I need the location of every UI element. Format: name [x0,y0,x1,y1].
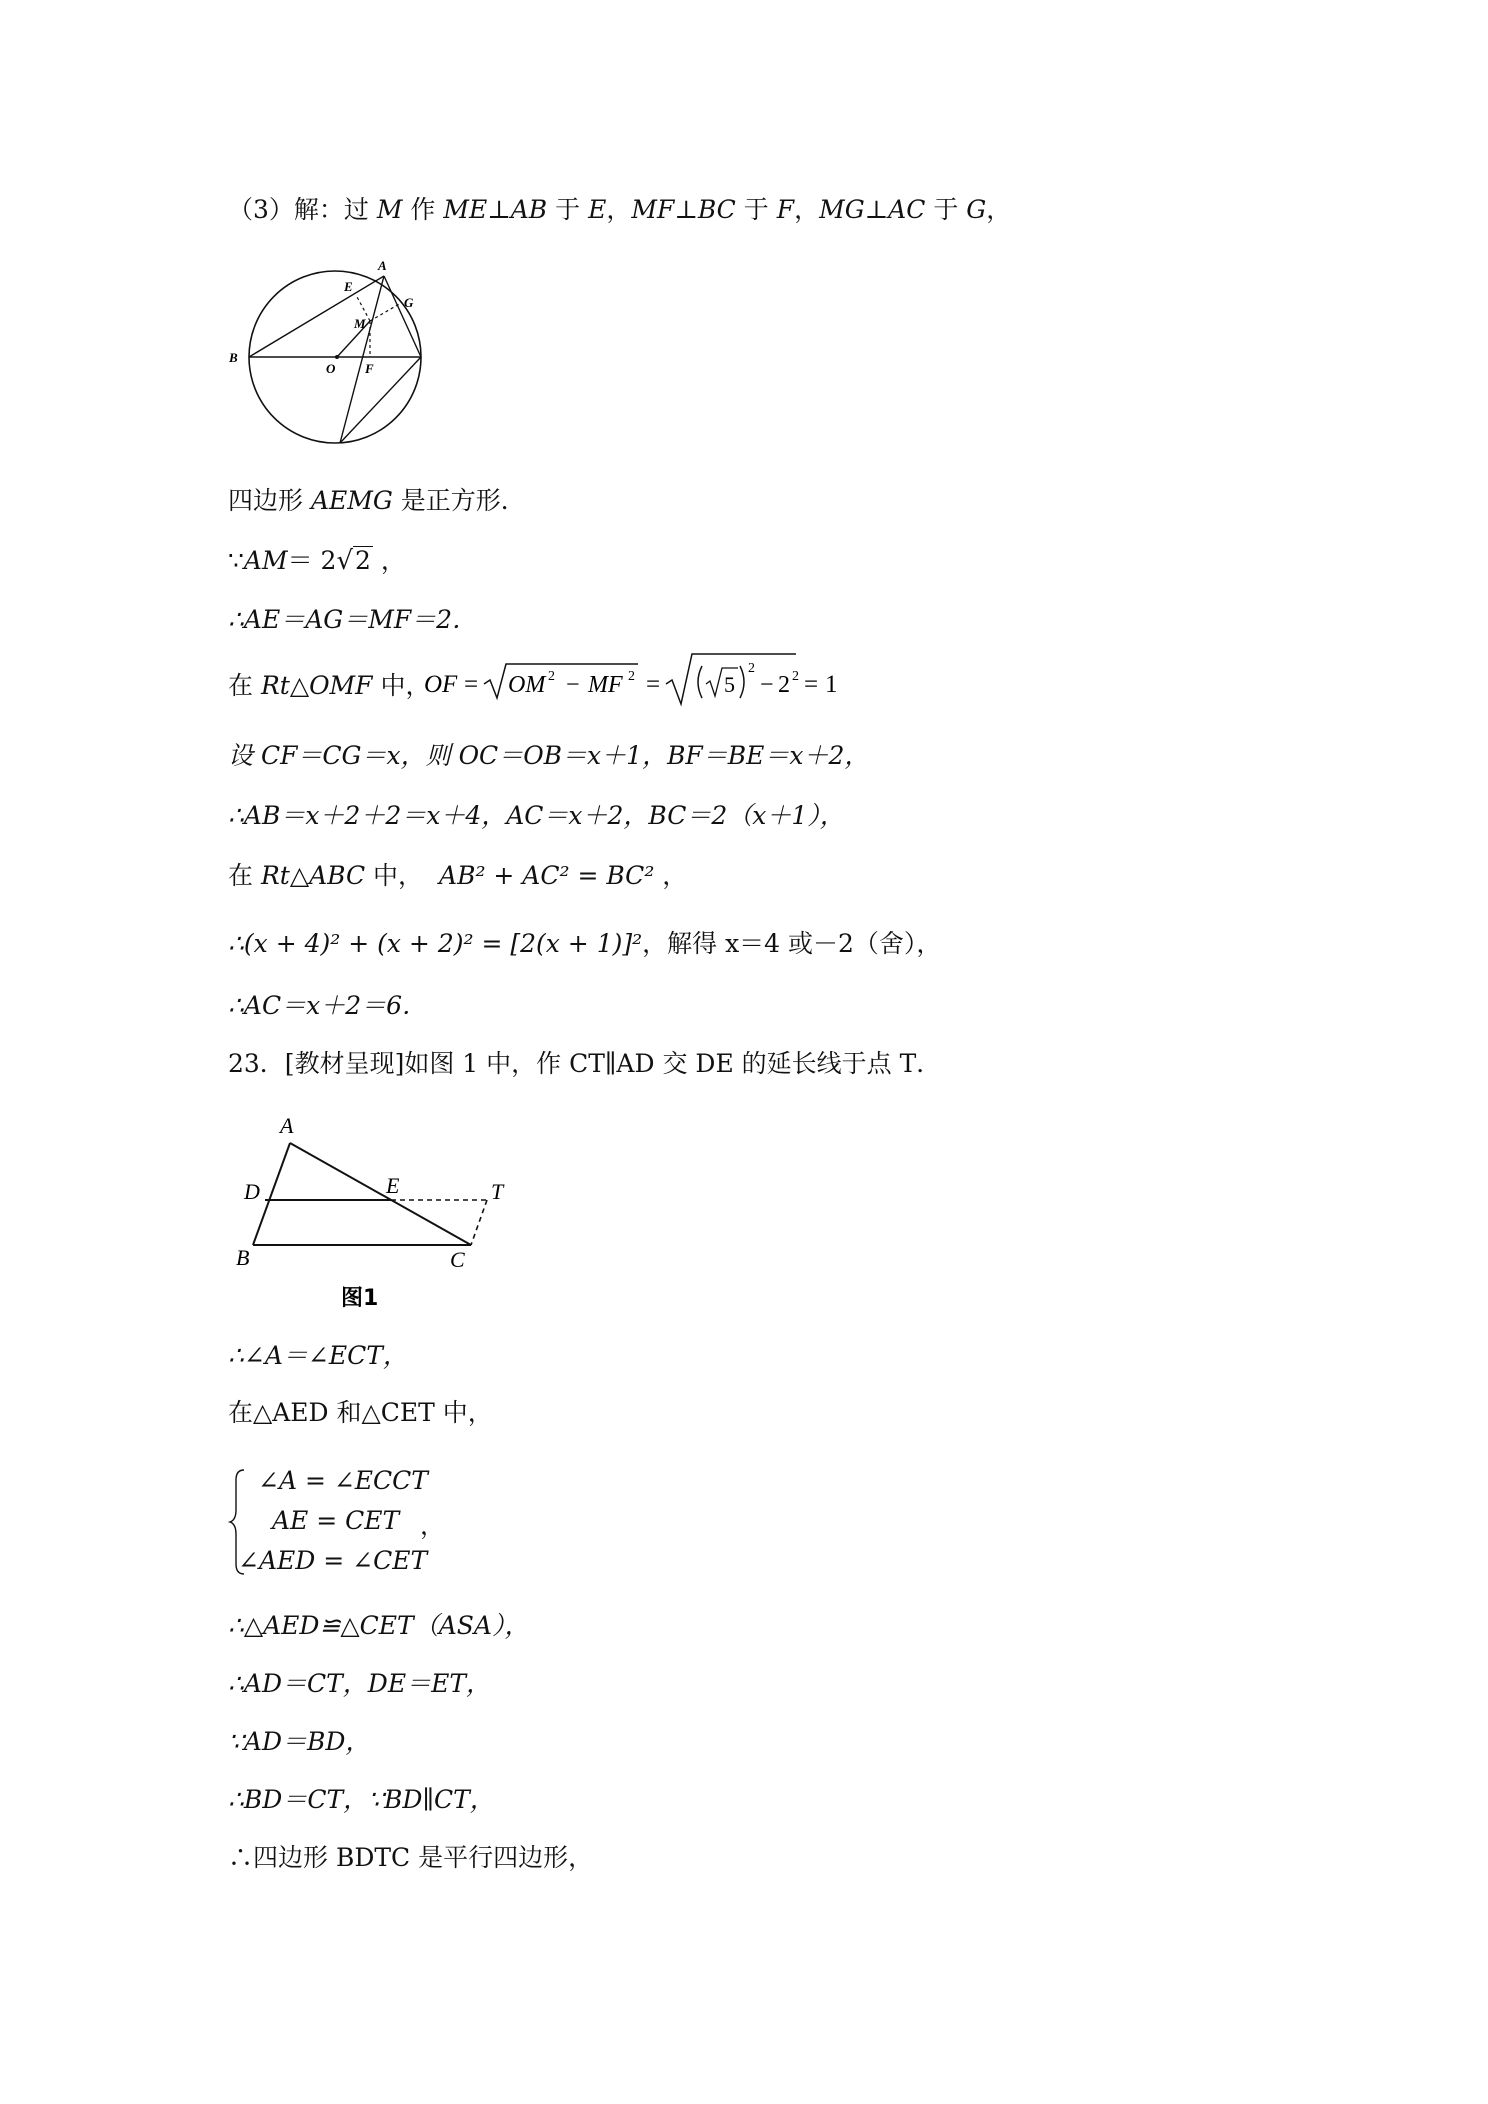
intro-text: （3）解：过 [228,195,369,224]
circle-figure [225,255,440,455]
system-row-2: AE = CET [272,1506,400,1535]
ac-text: ∴AC＝x＋2＝6． [228,991,427,1020]
rt-abc-line [228,860,687,892]
comma: ， [662,861,688,890]
paren-close [740,666,744,698]
label-o: O [326,361,336,376]
congruence-system [228,1466,488,1578]
square-name: AEMG [310,486,393,515]
am-coef: 2 [320,546,337,575]
of-sq-4: 2 [792,669,799,684]
square-text: 是正方形． [400,486,526,515]
label-g: G [404,295,414,310]
parallelogram-line [228,1842,593,1874]
intro-text: ， [606,195,632,224]
of-om: OM [508,672,546,698]
intro-text: ， [794,195,820,224]
triangle-figure [225,1105,535,1315]
ab-line [228,800,845,832]
because-symbol: ∵ [228,546,244,575]
equals: ＝ [287,546,313,575]
ad-ct-text: ∴AD＝CT，DE＝ET， [228,1669,492,1698]
pythagoras-formula: AB² + AC² = BC² [439,861,655,890]
label-e: E [344,279,353,294]
rt-text: 在 [228,861,254,890]
rt-text: 中， [380,671,431,700]
intro-text: 于 [743,195,769,224]
am-line [228,545,406,577]
am-radicand: 2 [355,546,371,575]
rt-text: 中， [373,861,424,890]
rt-abc-name: Rt△ABC [260,861,366,890]
segment-tc-dashed [471,1200,487,1245]
part3-intro [228,194,1011,226]
label-c: C [450,1247,465,1272]
set-line [228,740,869,772]
bd-ct-line [228,1784,495,1816]
intro-me-ab: ME⊥AB [443,195,548,224]
of-mf: MF [588,672,623,698]
intro-mg-ac: MG⊥AC [819,195,926,224]
ad-bd-line [228,1726,370,1758]
of-sq-1: 2 [548,669,555,684]
label-m: M [354,316,366,331]
intro-text: 作 [410,195,436,224]
ad-bd-text: ∵AD＝BD， [228,1727,371,1756]
center-dot [335,355,339,359]
in-triangles-line [228,1397,493,1429]
intro-point-g: G [966,195,987,224]
congruent-line [228,1610,529,1642]
equation-tail: ，解得 x＝4 或－2（舍）， [642,929,942,958]
label-e: E [386,1173,400,1198]
intro-text: 于 [555,195,581,224]
system-row-3: ∠AED = ∠CET [238,1546,428,1575]
label-a: A [280,1113,294,1138]
segment-ac [290,1143,471,1245]
of-lhs: OF [424,671,458,698]
in-triangles-text: 在△AED 和△CET 中， [228,1398,493,1427]
intro-mf-bc: MF⊥BC [631,195,736,224]
sqrt-sign: √ [336,546,354,576]
angle-line [228,1340,408,1372]
rt-text: 在 [228,671,254,700]
of-five: 5 [724,672,735,697]
of-eq3: = [804,671,819,698]
angle-text: ∴∠A＝∠ECT， [228,1341,408,1370]
segment-a-bottom [340,276,384,443]
am-lhs: AM [243,546,288,575]
label-b: B [236,1245,250,1270]
square-line [228,485,526,517]
of-result: 1 [825,671,838,698]
paren-open [698,666,702,698]
parallelogram-text: ∴四边形 BDTC 是平行四边形， [228,1843,594,1872]
ac-line [228,990,427,1022]
segment-ac [384,276,421,357]
label-d: D [244,1179,260,1204]
system-row-1: ∠A = ∠ECCT [258,1466,428,1495]
congruent-text: ∴△AED≌△CET（ASA）， [228,1611,530,1640]
of-formula [420,650,850,708]
of-sq-2: 2 [628,669,635,684]
intro-point-e: E [588,195,607,224]
label-f: F [365,361,374,376]
label-b: B [229,350,238,365]
of-minus-2: − [760,672,774,698]
ad-ct-line [228,1668,491,1700]
set-text: 设 CF＝CG＝x，则 OC＝OB＝x＋1，BF＝BE＝x＋2， [228,741,870,770]
intro-text: ， [986,195,1012,224]
q23-heading-text: 23．[教材呈现]如图 1 中，作 CT∥AD 交 DE 的延长线于点 T． [228,1049,942,1078]
of-eq1: = [464,671,479,698]
intro-point-f: F [776,195,795,224]
ae-text: ∴AE＝AG＝MF＝2． [228,605,478,634]
label-a: A [378,258,387,273]
rt-omf-line [228,670,430,702]
system-comma: ， [420,1511,446,1540]
of-minus-1: − [566,672,580,698]
ae-line [228,604,477,636]
intro-text: 于 [933,195,959,224]
of-sq-3: 2 [748,661,755,676]
figure-caption: 图1 [341,1286,379,1311]
comma: ， [380,546,406,575]
bd-ct-text: ∴BD＝CT，∵BD∥CT， [228,1785,495,1814]
of-two: 2 [778,672,790,698]
of-eq2: = [646,671,661,698]
square-text: 四边形 [228,486,304,515]
equation: ∴(x + 4)² + (x + 2)² = [2(x + 1)]² [228,929,643,958]
rt-omf-name: Rt△OMF [260,671,373,700]
ab-text: ∴AB＝x＋2＋2＝x＋4，AC＝x＋2，BC＝2（x＋1）， [228,801,845,830]
intro-point-m: M [376,195,403,224]
equation-line [228,928,941,960]
q23-heading [228,1048,941,1080]
label-t: T [491,1179,504,1204]
